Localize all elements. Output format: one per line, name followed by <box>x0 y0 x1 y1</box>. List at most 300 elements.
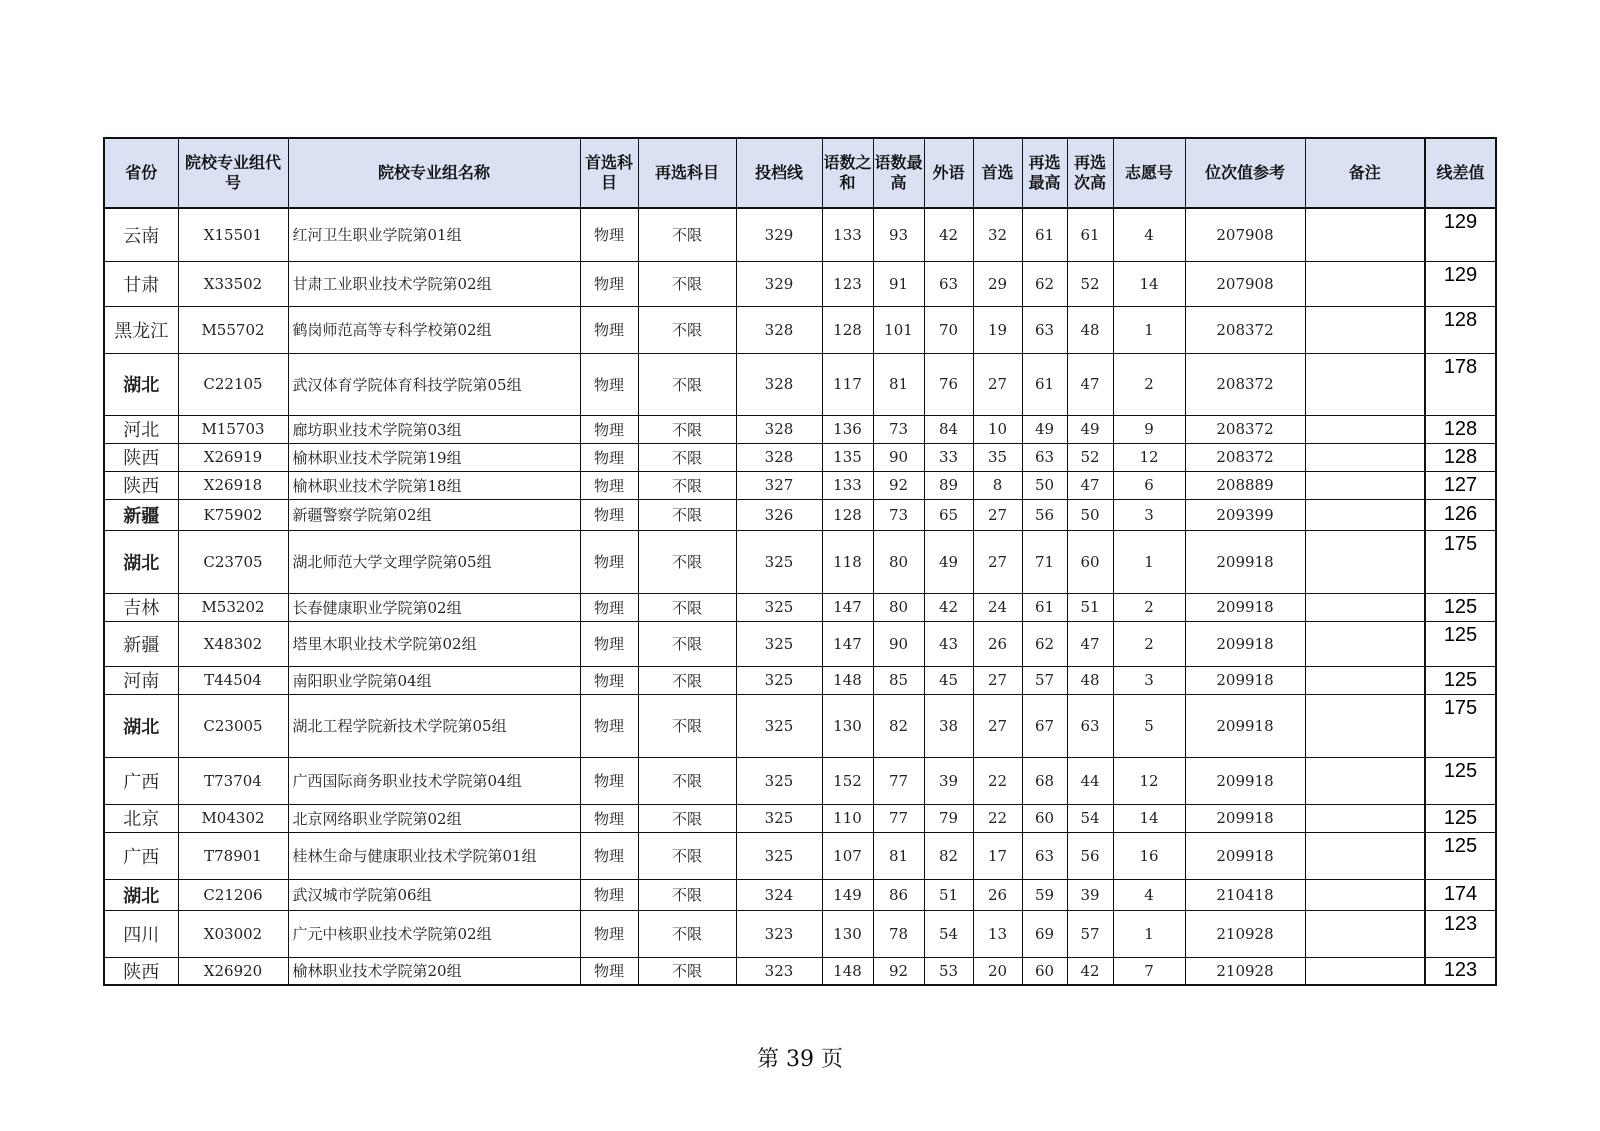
cell-reselect-max: 63 <box>1022 832 1067 879</box>
cell-reselect-second: 47 <box>1067 353 1113 415</box>
cell-first-subject: 物理 <box>580 415 638 443</box>
cell-name: 塔里木职业技术学院第02组 <box>288 621 580 666</box>
cell-code: C23005 <box>178 694 288 757</box>
cell-chinese-math-max: 93 <box>873 208 924 261</box>
cell-line-gap: 125 <box>1425 593 1496 621</box>
cell-reselect-second: 52 <box>1067 443 1113 471</box>
cell-chinese-math-max: 82 <box>873 694 924 757</box>
cell-remark <box>1305 471 1425 499</box>
cell-reselect-subject: 不限 <box>638 353 736 415</box>
cell-wish-no: 6 <box>1113 471 1185 499</box>
cell-reselect-max: 57 <box>1022 666 1067 694</box>
cell-reselect-subject: 不限 <box>638 415 736 443</box>
cell-foreign-lang: 42 <box>924 593 973 621</box>
cell-cutoff: 328 <box>736 415 822 443</box>
cell-reselect-second: 44 <box>1067 757 1113 804</box>
cell-rank-ref: 209918 <box>1185 666 1305 694</box>
cell-reselect-max: 60 <box>1022 804 1067 832</box>
cell-province: 新疆 <box>104 621 178 666</box>
header-chinese-math-sum: 语数之和 <box>822 138 873 208</box>
cell-wish-no: 3 <box>1113 499 1185 530</box>
page-number: 第 39 页 <box>757 1047 843 1072</box>
cell-reselect-second: 47 <box>1067 471 1113 499</box>
cell-foreign-lang: 39 <box>924 757 973 804</box>
cell-chinese-math-sum: 130 <box>822 694 873 757</box>
cell-first-subject: 物理 <box>580 443 638 471</box>
cell-first-subject: 物理 <box>580 621 638 666</box>
cell-code: X26920 <box>178 957 288 985</box>
cell-first-choice: 22 <box>973 757 1022 804</box>
cell-reselect-max: 61 <box>1022 593 1067 621</box>
cell-chinese-math-sum: 152 <box>822 757 873 804</box>
cell-first-subject: 物理 <box>580 804 638 832</box>
cell-name: 榆林职业技术学院第18组 <box>288 471 580 499</box>
cell-wish-no: 7 <box>1113 957 1185 985</box>
cell-first-subject: 物理 <box>580 879 638 910</box>
cell-remark <box>1305 621 1425 666</box>
cell-reselect-subject: 不限 <box>638 694 736 757</box>
cell-line-gap: 128 <box>1425 306 1496 353</box>
cell-line-gap: 178 <box>1425 353 1496 415</box>
cell-rank-ref: 207908 <box>1185 261 1305 306</box>
cell-remark <box>1305 353 1425 415</box>
cell-remark <box>1305 804 1425 832</box>
table-row <box>104 593 1496 621</box>
table-row <box>104 879 1496 910</box>
cell-line-gap: 128 <box>1425 415 1496 443</box>
cell-rank-ref: 207908 <box>1185 208 1305 261</box>
cell-first-subject: 物理 <box>580 757 638 804</box>
table-row <box>104 530 1496 593</box>
header-reselect-subject: 再选科目 <box>638 138 736 208</box>
cell-cutoff: 326 <box>736 499 822 530</box>
table-row <box>104 621 1496 666</box>
header-line-gap: 线差值 <box>1425 138 1496 208</box>
cell-reselect-max: 61 <box>1022 208 1067 261</box>
cell-code: C23705 <box>178 530 288 593</box>
cell-wish-no: 9 <box>1113 415 1185 443</box>
cell-first-subject: 物理 <box>580 910 638 957</box>
cell-province: 湖北 <box>104 879 178 910</box>
cell-name: 长春健康职业学院第02组 <box>288 593 580 621</box>
cell-first-subject: 物理 <box>580 306 638 353</box>
cell-line-gap: 125 <box>1425 666 1496 694</box>
cell-wish-no: 12 <box>1113 757 1185 804</box>
cell-code: X33502 <box>178 261 288 306</box>
cell-reselect-subject: 不限 <box>638 208 736 261</box>
cell-first-subject: 物理 <box>580 957 638 985</box>
cell-cutoff: 325 <box>736 832 822 879</box>
table-row <box>104 306 1496 353</box>
cell-foreign-lang: 43 <box>924 621 973 666</box>
cell-remark <box>1305 832 1425 879</box>
cell-wish-no: 3 <box>1113 666 1185 694</box>
header-reselect-max: 再选最高 <box>1022 138 1067 208</box>
cell-reselect-max: 60 <box>1022 957 1067 985</box>
cell-code: C21206 <box>178 879 288 910</box>
cell-cutoff: 324 <box>736 879 822 910</box>
cell-reselect-subject: 不限 <box>638 757 736 804</box>
cell-first-subject: 物理 <box>580 208 638 261</box>
cell-remark <box>1305 208 1425 261</box>
cell-first-subject: 物理 <box>580 499 638 530</box>
cell-line-gap: 125 <box>1425 832 1496 879</box>
cell-remark <box>1305 593 1425 621</box>
cell-line-gap: 125 <box>1425 804 1496 832</box>
cell-cutoff: 328 <box>736 306 822 353</box>
table-header-row <box>104 138 1496 208</box>
cell-chinese-math-max: 78 <box>873 910 924 957</box>
cell-reselect-second: 48 <box>1067 306 1113 353</box>
cell-line-gap: 123 <box>1425 957 1496 985</box>
cell-wish-no: 1 <box>1113 530 1185 593</box>
cell-reselect-second: 47 <box>1067 621 1113 666</box>
cell-first-choice: 32 <box>973 208 1022 261</box>
cell-chinese-math-sum: 147 <box>822 593 873 621</box>
cell-reselect-max: 68 <box>1022 757 1067 804</box>
table-row <box>104 261 1496 306</box>
cell-line-gap: 123 <box>1425 910 1496 957</box>
cell-name: 红河卫生职业学院第01组 <box>288 208 580 261</box>
cell-line-gap: 127 <box>1425 471 1496 499</box>
cell-reselect-max: 63 <box>1022 306 1067 353</box>
cell-reselect-subject: 不限 <box>638 471 736 499</box>
cell-province: 云南 <box>104 208 178 261</box>
cell-province: 新疆 <box>104 499 178 530</box>
table-row <box>104 804 1496 832</box>
cell-first-subject: 物理 <box>580 593 638 621</box>
cell-chinese-math-sum: 148 <box>822 957 873 985</box>
cell-chinese-math-max: 77 <box>873 804 924 832</box>
cell-chinese-math-sum: 128 <box>822 306 873 353</box>
cell-wish-no: 2 <box>1113 353 1185 415</box>
cell-chinese-math-sum: 107 <box>822 832 873 879</box>
cell-rank-ref: 210418 <box>1185 879 1305 910</box>
cell-remark <box>1305 443 1425 471</box>
cell-province: 甘肃 <box>104 261 178 306</box>
cell-first-choice: 17 <box>973 832 1022 879</box>
header-name: 院校专业组名称 <box>288 138 580 208</box>
cell-foreign-lang: 65 <box>924 499 973 530</box>
cell-name: 桂林生命与健康职业技术学院第01组 <box>288 832 580 879</box>
cell-province: 陕西 <box>104 957 178 985</box>
cell-chinese-math-max: 92 <box>873 957 924 985</box>
header-chinese-math-max: 语数最高 <box>873 138 924 208</box>
cell-chinese-math-sum: 118 <box>822 530 873 593</box>
cell-wish-no: 2 <box>1113 621 1185 666</box>
cell-line-gap: 128 <box>1425 443 1496 471</box>
cell-reselect-subject: 不限 <box>638 261 736 306</box>
cell-name: 湖北师范大学文理学院第05组 <box>288 530 580 593</box>
cell-cutoff: 328 <box>736 353 822 415</box>
cell-wish-no: 14 <box>1113 261 1185 306</box>
cell-rank-ref: 208372 <box>1185 353 1305 415</box>
cell-code: M04302 <box>178 804 288 832</box>
header-first-choice: 首选 <box>973 138 1022 208</box>
cell-code: M53202 <box>178 593 288 621</box>
cell-foreign-lang: 38 <box>924 694 973 757</box>
cell-chinese-math-max: 90 <box>873 621 924 666</box>
cell-rank-ref: 209918 <box>1185 621 1305 666</box>
cell-name: 广西国际商务职业技术学院第04组 <box>288 757 580 804</box>
cell-reselect-max: 59 <box>1022 879 1067 910</box>
cell-chinese-math-sum: 133 <box>822 471 873 499</box>
cell-reselect-second: 60 <box>1067 530 1113 593</box>
cell-line-gap: 129 <box>1425 208 1496 261</box>
cell-reselect-second: 39 <box>1067 879 1113 910</box>
cell-province: 黑龙江 <box>104 306 178 353</box>
cell-chinese-math-max: 80 <box>873 593 924 621</box>
table-body <box>104 208 1496 985</box>
cell-line-gap: 175 <box>1425 694 1496 757</box>
cell-first-choice: 27 <box>973 353 1022 415</box>
cell-first-choice: 26 <box>973 621 1022 666</box>
cell-reselect-max: 49 <box>1022 415 1067 443</box>
cell-province: 北京 <box>104 804 178 832</box>
cell-cutoff: 325 <box>736 593 822 621</box>
cell-reselect-second: 57 <box>1067 910 1113 957</box>
cell-name: 新疆警察学院第02组 <box>288 499 580 530</box>
cell-foreign-lang: 51 <box>924 879 973 910</box>
cell-first-subject: 物理 <box>580 261 638 306</box>
table-row <box>104 666 1496 694</box>
cell-province: 湖北 <box>104 530 178 593</box>
cell-reselect-subject: 不限 <box>638 530 736 593</box>
cell-province: 四川 <box>104 910 178 957</box>
cell-first-subject: 物理 <box>580 471 638 499</box>
cell-name: 廊坊职业技术学院第03组 <box>288 415 580 443</box>
cell-reselect-second: 63 <box>1067 694 1113 757</box>
cell-foreign-lang: 54 <box>924 910 973 957</box>
cell-name: 南阳职业学院第04组 <box>288 666 580 694</box>
cell-remark <box>1305 530 1425 593</box>
cell-foreign-lang: 89 <box>924 471 973 499</box>
header-remark: 备注 <box>1305 138 1425 208</box>
cell-first-choice: 35 <box>973 443 1022 471</box>
table-row <box>104 353 1496 415</box>
cell-name: 鹤岗师范高等专科学校第02组 <box>288 306 580 353</box>
table-row <box>104 471 1496 499</box>
cell-line-gap: 125 <box>1425 621 1496 666</box>
cell-cutoff: 325 <box>736 694 822 757</box>
cell-province: 河南 <box>104 666 178 694</box>
cell-code: T73704 <box>178 757 288 804</box>
cell-line-gap: 174 <box>1425 879 1496 910</box>
table-row <box>104 443 1496 471</box>
cell-name: 甘肃工业职业技术学院第02组 <box>288 261 580 306</box>
cell-chinese-math-max: 92 <box>873 471 924 499</box>
table-row <box>104 694 1496 757</box>
cell-name: 武汉体育学院体育科技学院第05组 <box>288 353 580 415</box>
cell-rank-ref: 208372 <box>1185 415 1305 443</box>
cell-remark <box>1305 757 1425 804</box>
cell-first-choice: 29 <box>973 261 1022 306</box>
cell-rank-ref: 208889 <box>1185 471 1305 499</box>
cell-cutoff: 327 <box>736 471 822 499</box>
cell-reselect-second: 48 <box>1067 666 1113 694</box>
cell-rank-ref: 209399 <box>1185 499 1305 530</box>
cell-first-subject: 物理 <box>580 530 638 593</box>
cell-foreign-lang: 70 <box>924 306 973 353</box>
cell-rank-ref: 209918 <box>1185 694 1305 757</box>
table-row <box>104 957 1496 985</box>
cell-line-gap: 125 <box>1425 757 1496 804</box>
cell-chinese-math-max: 86 <box>873 879 924 910</box>
cell-code: X26918 <box>178 471 288 499</box>
header-cutoff: 投档线 <box>736 138 822 208</box>
cell-cutoff: 328 <box>736 443 822 471</box>
cell-chinese-math-max: 81 <box>873 353 924 415</box>
cell-rank-ref: 209918 <box>1185 530 1305 593</box>
cell-reselect-subject: 不限 <box>638 666 736 694</box>
cell-chinese-math-max: 91 <box>873 261 924 306</box>
cell-reselect-max: 63 <box>1022 443 1067 471</box>
cell-rank-ref: 209918 <box>1185 804 1305 832</box>
cell-chinese-math-max: 81 <box>873 832 924 879</box>
cell-foreign-lang: 53 <box>924 957 973 985</box>
cell-name: 榆林职业技术学院第19组 <box>288 443 580 471</box>
table-row <box>104 832 1496 879</box>
cell-line-gap: 126 <box>1425 499 1496 530</box>
cell-cutoff: 323 <box>736 957 822 985</box>
cell-chinese-math-sum: 117 <box>822 353 873 415</box>
header-first-subject: 首选科目 <box>580 138 638 208</box>
cell-wish-no: 4 <box>1113 208 1185 261</box>
cell-chinese-math-max: 101 <box>873 306 924 353</box>
cell-name: 武汉城市学院第06组 <box>288 879 580 910</box>
cell-province: 陕西 <box>104 443 178 471</box>
cell-reselect-second: 49 <box>1067 415 1113 443</box>
cell-first-choice: 22 <box>973 804 1022 832</box>
cell-code: M55702 <box>178 306 288 353</box>
cell-code: X26919 <box>178 443 288 471</box>
cell-cutoff: 325 <box>736 757 822 804</box>
cell-rank-ref: 210928 <box>1185 957 1305 985</box>
cell-remark <box>1305 879 1425 910</box>
cell-province: 湖北 <box>104 694 178 757</box>
cell-code: X03002 <box>178 910 288 957</box>
header-province: 省份 <box>104 138 178 208</box>
cell-code: C22105 <box>178 353 288 415</box>
cell-foreign-lang: 76 <box>924 353 973 415</box>
cell-chinese-math-sum: 133 <box>822 208 873 261</box>
cell-first-subject: 物理 <box>580 832 638 879</box>
header-reselect-second: 再选次高 <box>1067 138 1113 208</box>
cell-reselect-max: 67 <box>1022 694 1067 757</box>
cell-wish-no: 14 <box>1113 804 1185 832</box>
cell-first-choice: 20 <box>973 957 1022 985</box>
cell-province: 陕西 <box>104 471 178 499</box>
cell-rank-ref: 209918 <box>1185 757 1305 804</box>
cell-first-choice: 26 <box>973 879 1022 910</box>
cell-chinese-math-max: 90 <box>873 443 924 471</box>
cell-chinese-math-max: 85 <box>873 666 924 694</box>
cell-name: 北京网络职业学院第02组 <box>288 804 580 832</box>
cell-foreign-lang: 79 <box>924 804 973 832</box>
cell-foreign-lang: 49 <box>924 530 973 593</box>
table-row <box>104 499 1496 530</box>
cell-province: 广西 <box>104 757 178 804</box>
cell-line-gap: 175 <box>1425 530 1496 593</box>
table-row <box>104 415 1496 443</box>
cell-wish-no: 5 <box>1113 694 1185 757</box>
cell-rank-ref: 208372 <box>1185 306 1305 353</box>
cell-first-choice: 24 <box>973 593 1022 621</box>
cell-first-choice: 8 <box>973 471 1022 499</box>
cell-wish-no: 2 <box>1113 593 1185 621</box>
cell-chinese-math-sum: 147 <box>822 621 873 666</box>
cell-remark <box>1305 261 1425 306</box>
cell-chinese-math-max: 80 <box>873 530 924 593</box>
cell-first-choice: 10 <box>973 415 1022 443</box>
cell-reselect-subject: 不限 <box>638 499 736 530</box>
cell-reselect-second: 42 <box>1067 957 1113 985</box>
cell-reselect-second: 51 <box>1067 593 1113 621</box>
cell-first-choice: 27 <box>973 666 1022 694</box>
admission-score-table <box>103 137 1497 986</box>
cell-first-choice: 13 <box>973 910 1022 957</box>
cell-reselect-second: 52 <box>1067 261 1113 306</box>
table-row <box>104 208 1496 261</box>
cell-foreign-lang: 33 <box>924 443 973 471</box>
cell-foreign-lang: 82 <box>924 832 973 879</box>
cell-remark <box>1305 306 1425 353</box>
cell-wish-no: 16 <box>1113 832 1185 879</box>
cell-code: K75902 <box>178 499 288 530</box>
cell-cutoff: 323 <box>736 910 822 957</box>
cell-chinese-math-max: 77 <box>873 757 924 804</box>
cell-reselect-second: 61 <box>1067 208 1113 261</box>
cell-remark <box>1305 910 1425 957</box>
cell-cutoff: 325 <box>736 530 822 593</box>
cell-first-choice: 27 <box>973 499 1022 530</box>
cell-cutoff: 325 <box>736 804 822 832</box>
cell-code: X15501 <box>178 208 288 261</box>
cell-first-choice: 19 <box>973 306 1022 353</box>
cell-reselect-subject: 不限 <box>638 593 736 621</box>
cell-reselect-second: 54 <box>1067 804 1113 832</box>
cell-reselect-second: 56 <box>1067 832 1113 879</box>
cell-reselect-subject: 不限 <box>638 306 736 353</box>
cell-reselect-subject: 不限 <box>638 832 736 879</box>
cell-name: 榆林职业技术学院第20组 <box>288 957 580 985</box>
cell-chinese-math-max: 73 <box>873 499 924 530</box>
table-row <box>104 910 1496 957</box>
cell-code: T78901 <box>178 832 288 879</box>
header-rank-ref: 位次值参考 <box>1185 138 1305 208</box>
cell-rank-ref: 210928 <box>1185 910 1305 957</box>
cell-chinese-math-sum: 135 <box>822 443 873 471</box>
cell-reselect-subject: 不限 <box>638 957 736 985</box>
cell-province: 湖北 <box>104 353 178 415</box>
cell-cutoff: 329 <box>736 208 822 261</box>
cell-reselect-subject: 不限 <box>638 910 736 957</box>
cell-first-choice: 27 <box>973 530 1022 593</box>
cell-chinese-math-max: 73 <box>873 415 924 443</box>
cell-first-choice: 27 <box>973 694 1022 757</box>
cell-chinese-math-sum: 136 <box>822 415 873 443</box>
cell-wish-no: 4 <box>1113 879 1185 910</box>
cell-first-subject: 物理 <box>580 666 638 694</box>
header-code: 院校专业组代号 <box>178 138 288 208</box>
cell-reselect-max: 71 <box>1022 530 1067 593</box>
cell-wish-no: 12 <box>1113 443 1185 471</box>
cell-province: 河北 <box>104 415 178 443</box>
cell-foreign-lang: 45 <box>924 666 973 694</box>
cell-cutoff: 329 <box>736 261 822 306</box>
cell-reselect-subject: 不限 <box>638 879 736 910</box>
cell-rank-ref: 208372 <box>1185 443 1305 471</box>
